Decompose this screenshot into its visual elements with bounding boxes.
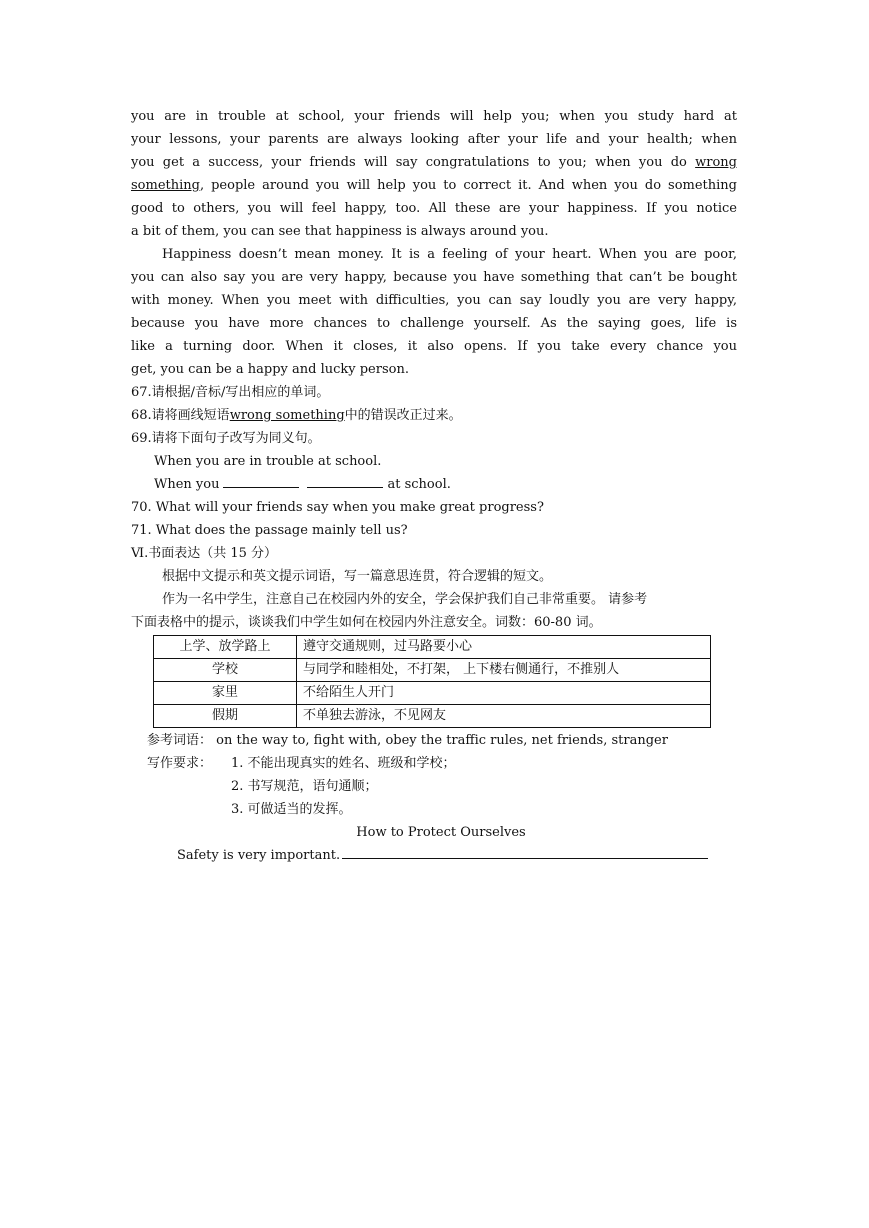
- table-row: [154, 682, 711, 705]
- essay-start: [131, 844, 737, 867]
- essay-start-text: Safety is very important.: [177, 848, 341, 863]
- question-68-text: 68.请将画线短语: [131, 408, 230, 423]
- requirement-item: 1. 不能出现真实的姓名、班级和学校；: [231, 756, 456, 771]
- passage-line: get, you can be a happy and lucky person.: [131, 362, 409, 377]
- passage-text: you get a success, your friends will say congratulations to you; when you do: [131, 155, 687, 170]
- question-70: 70. What will your friends say when you make great progress?: [131, 500, 544, 515]
- underlined-phrase: wrong something: [229, 408, 345, 423]
- essay-answer-line[interactable]: [342, 844, 708, 859]
- reference-label: 参考词语：: [147, 733, 213, 748]
- writing-instruction: 下面表格中的提示，谈谈我们中学生如何在校园内外注意安全。词数：60-80 词。: [131, 615, 602, 630]
- passage-text: , people around you will help you to correct it. And when you do something: [199, 178, 737, 193]
- answer-blank-1[interactable]: [223, 473, 299, 488]
- passage-line: [131, 151, 737, 174]
- passage-line: a bit of them, you can see that happiness is always around you.: [131, 224, 549, 239]
- writing-instruction: 作为一名中学生，注意自己在校园内外的安全，学会保护我们自己非常重要。 请参考: [162, 592, 648, 607]
- passage-paragraph-2: [131, 243, 737, 381]
- answer-blank-2[interactable]: [307, 473, 383, 488]
- writing-heading: Ⅵ.书面表达（共 15 分）: [131, 546, 278, 561]
- question-69: 69.请将下面句子改写为同义句。: [131, 431, 321, 446]
- question-68-text: 中的错误改正过来。: [344, 408, 462, 423]
- passage-line: [131, 174, 737, 197]
- question-71: 71. What does the passage mainly tell us?: [131, 523, 408, 538]
- passage-line: Happiness doesn’t mean money. It is a feeling of your heart. When you are poor,: [162, 247, 737, 262]
- passage-line: because you have more chances to challenge yourself. As the saying goes, life is: [131, 316, 737, 331]
- passage-line: your lessons, your parents are always looking after your life and your health; when: [131, 132, 737, 147]
- table-cell-place: 家里: [154, 682, 297, 705]
- writing-instruction: 根据中文提示和英文提示词语，写一篇意思连贯，符合逻辑的短文。: [162, 569, 553, 584]
- requirement-item: 2. 书写规范，语句通顺；: [231, 779, 378, 794]
- rewrite-prefix: When you: [154, 477, 220, 492]
- table-row: [154, 636, 711, 659]
- reference-list: on the way to, fight with, obey the traffic rules, net friends, stranger: [216, 733, 668, 748]
- table-cell-tip: 与同学和睦相处，不打架， 上下楼右侧通行，不推别人: [297, 659, 711, 682]
- passage-line: you can also say you are very happy, because you have something that can’t be bought: [131, 270, 737, 285]
- underlined-word: wrong: [695, 155, 737, 170]
- question-69-sentence: When you are in trouble at school.: [154, 454, 382, 469]
- table-row: [154, 705, 711, 728]
- question-67: 67.请根据/音标/写出相应的单词。: [131, 385, 330, 400]
- passage-line: like a turning door. When it closes, it also opens. If you take every chance you: [131, 339, 737, 354]
- essay-title: How to Protect Ourselves: [356, 825, 526, 840]
- question-68: [131, 404, 737, 427]
- requirement-item: 3. 可做适当的发挥。: [231, 802, 352, 817]
- tips-table: [153, 635, 711, 728]
- passage-line: good to others, you will feel happy, too. All these are your happiness. If you notice: [131, 201, 737, 216]
- passage-line: with money. When you meet with difficulties, you can say loudly you are very happy,: [131, 293, 737, 308]
- table-cell-tip: 遵守交通规则，过马路要小心: [297, 636, 711, 659]
- table-row: [154, 659, 711, 682]
- underlined-word: something: [131, 178, 200, 193]
- passage-paragraph-1: [131, 105, 737, 243]
- reference-words: [131, 729, 737, 752]
- writing-requirements: [131, 752, 737, 775]
- rewrite-suffix: at school.: [387, 477, 451, 492]
- question-69-rewrite: [131, 473, 737, 496]
- table-cell-place: 假期: [154, 705, 297, 728]
- requirements-label: 写作要求：: [147, 756, 213, 771]
- table-cell-place: 上学、放学路上: [154, 636, 297, 659]
- table-cell-tip: 不给陌生人开门: [297, 682, 711, 705]
- document-page: [131, 105, 737, 867]
- table-cell-tip: 不单独去游泳，不见网友: [297, 705, 711, 728]
- table-cell-place: 学校: [154, 659, 297, 682]
- passage-line: you are in trouble at school, your friends will help you; when you study hard at: [131, 109, 737, 124]
